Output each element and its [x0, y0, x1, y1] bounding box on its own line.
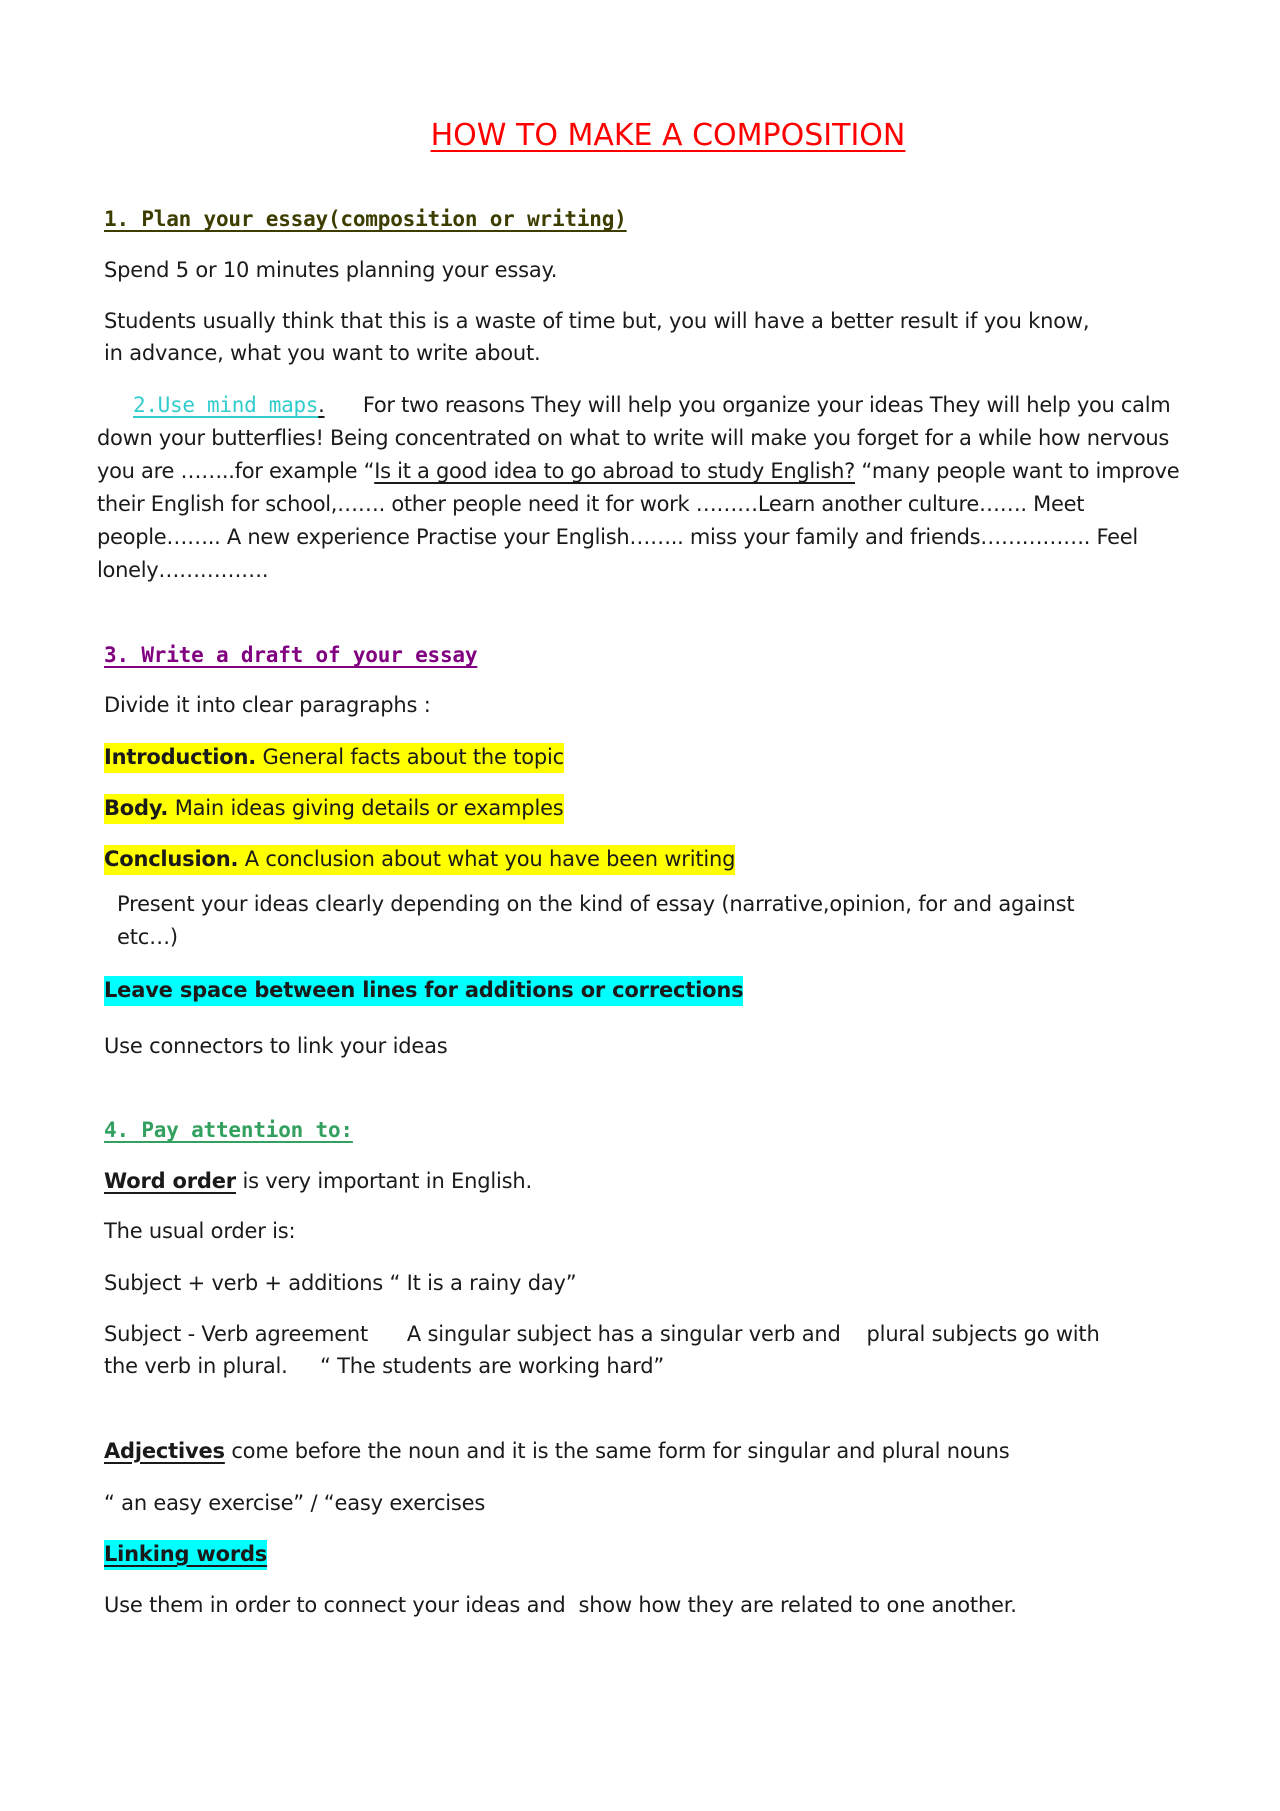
section-2-heading: 2.Use mind maps: [133, 393, 319, 417]
item-label: Introduction.: [104, 745, 257, 769]
word-order-line: [104, 1166, 532, 1196]
adjectives-example: “ an easy exercise” / “easy exercises: [104, 1491, 486, 1515]
present-text: etc…): [117, 925, 178, 949]
section-2-text: “many people want to improve their English for school,……. other people need it for work ………Learn another culture……. Meet people…….. A new experience Practise your English…….. miss your family and friends……………. Feel lonely…………….: [97, 459, 1180, 582]
agreement-text: Subject - Verb agreement A singular subject has a singular verb and plural subjects go with: [104, 1322, 1100, 1346]
adjectives-line: [104, 1436, 1010, 1466]
item-label: Conclusion.: [104, 847, 239, 871]
section-2-heading-punct: .: [318, 393, 325, 417]
paragraph-item-introduction: [104, 742, 564, 772]
present-text: Present your ideas clearly depending on the kind of essay (narrative,opinion, for and against: [117, 892, 1075, 916]
word-order-label: Word order: [104, 1169, 236, 1193]
svo-text: Subject + verb + additions “ It is a rainy day”: [104, 1271, 577, 1295]
section-2-text: For two reasons They will help you organize your ideas They will help you calm down your butterflies! Being concentrated on what to write will make you forget for a while how nervous you are ……..for example “: [97, 393, 1171, 483]
section-1-text: in advance, what you want to write about.: [104, 341, 541, 365]
item-text: A conclusion about what you have been writing: [238, 847, 736, 871]
leave-space-note: [104, 975, 743, 1005]
section-1-text: Students usually think that this is a waste of time but, you will have a better result if you know,: [104, 309, 1090, 333]
item-text: General facts about the topic: [256, 745, 564, 769]
adjectives-label: Adjectives: [104, 1439, 225, 1463]
section-1-text: Spend 5 or 10 minutes planning your essay.: [104, 258, 558, 282]
word-order-text: is very important in English.: [235, 1169, 532, 1193]
paragraph-item-body: [104, 793, 564, 823]
connectors-text: Use connectors to link your ideas: [104, 1034, 448, 1058]
section-1-heading: 1. Plan your essay(composition or writing): [104, 207, 627, 231]
example-question: Is it a good idea to go abroad to study English?: [374, 459, 855, 483]
section-4-heading: 4. Pay attention to:: [104, 1118, 353, 1142]
adjectives-text: come before the noun and it is the same form for singular and plural nouns: [224, 1439, 1010, 1463]
page-title: HOW TO MAKE A COMPOSITION: [430, 118, 906, 153]
section-2-paragraph: [97, 389, 1207, 587]
section-3-heading: 3. Write a draft of your essay: [104, 643, 478, 667]
leave-space-highlight: Leave space between lines for additions or corrections: [104, 976, 743, 1006]
linking-words-label: Linking words: [104, 1540, 267, 1570]
usual-order-text: The usual order is:: [104, 1219, 296, 1243]
item-label: Body.: [104, 796, 169, 820]
section-3-intro: Divide it into clear paragraphs :: [104, 693, 431, 717]
linking-words-line: [104, 1539, 267, 1569]
agreement-text: the verb in plural. “ The students are working hard”: [104, 1354, 665, 1378]
linking-words-text: Use them in order to connect your ideas and show how they are related to one another.: [104, 1593, 1017, 1617]
item-text: Main ideas giving details or examples: [168, 796, 564, 820]
paragraph-item-conclusion: [104, 844, 735, 874]
